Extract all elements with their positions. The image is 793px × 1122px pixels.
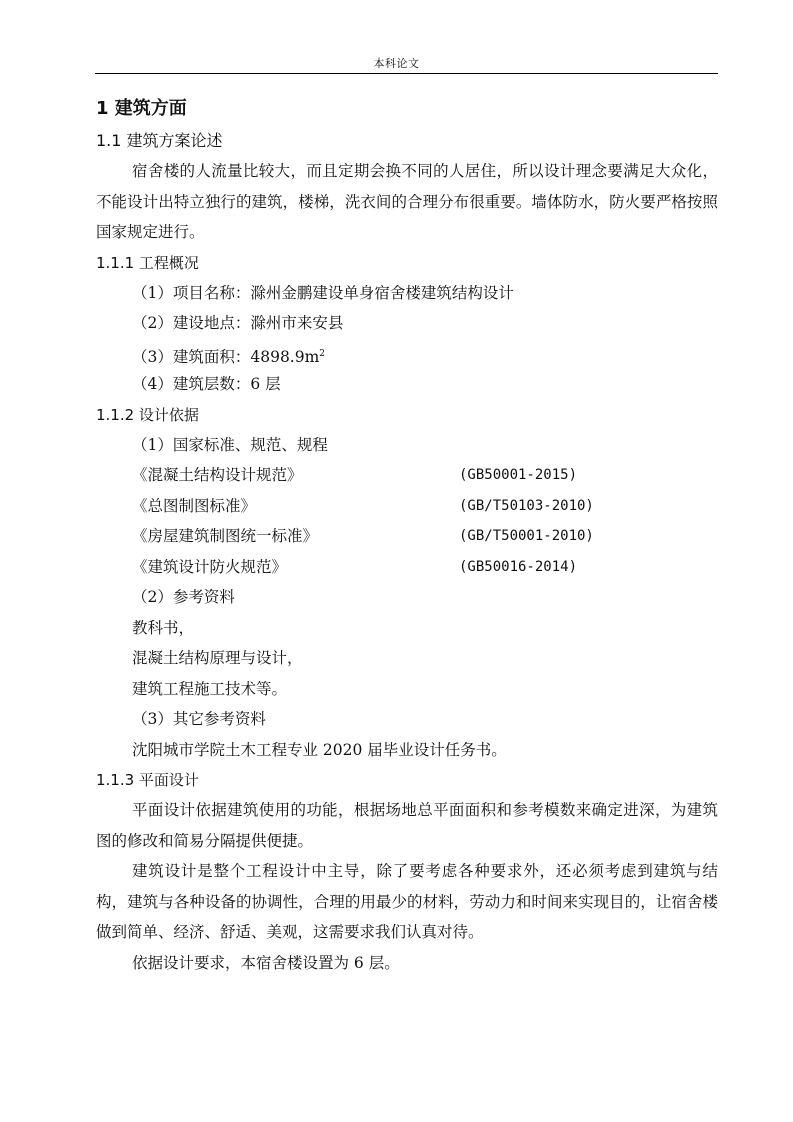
project-name-item: （1）项目名称：滁州金鹏建设单身宿舍楼建筑结构设计 — [132, 283, 514, 302]
paragraph-architecture-design: 建筑设计是整个工程设计中主导，除了要考虑各种要求外，还必须考虑到建筑与结构，建筑与各种设备的协调性，合理的用最少的材料，劳动力和时间来实现目的，让宿舍楼做到简单、经济、舒适、美观，这需要求我们认真对待。 — [96, 862, 718, 941]
standard-row — [96, 521, 718, 552]
standard-name: 《总图制图标准》 — [132, 496, 257, 515]
standard-name: 《建筑设计防火规范》 — [132, 557, 288, 576]
section-heading-1: 1 建筑方面 — [96, 98, 187, 119]
project-floors-item: （4）建筑层数：6 层 — [132, 375, 281, 393]
standard-code: (GB/T50001-2010) — [459, 528, 594, 544]
area-superscript: 2 — [319, 348, 326, 359]
standard-row — [96, 491, 718, 522]
header-divider — [95, 73, 718, 74]
reference-item: 建筑工程施工技术等。 — [132, 679, 288, 698]
standard-row — [96, 552, 718, 583]
paragraph-floor-count: 依据设计要求，本宿舍楼设置为 6 层。 — [132, 953, 400, 972]
standard-name: 《混凝土结构设计规范》 — [132, 466, 303, 484]
page-header: 本科论文 — [373, 57, 420, 70]
paragraph-design-concept: 宿舍楼的人流量比较大，而且定期会换不同的人居住，所以设计理念要满足大众化，不能设计出特立独行的建筑，楼梯，洗衣间的合理分布很重要。墙体防水，防火要严格按照国家规定进行。 — [96, 162, 718, 241]
other-references-subheading: （3）其它参考资料 — [132, 710, 266, 728]
standard-name: 《房屋建筑制图统一标准》 — [132, 527, 319, 545]
document-body — [96, 92, 718, 978]
section-heading-1-1: 1.1 建筑方案论述 — [96, 131, 223, 150]
paragraph-plan-design: 平面设计依据建筑使用的功能，根据场地总平面面积和参考模数来确定进深，为建筑图的修改和简易分隔提供便捷。 — [96, 801, 718, 850]
references-subheading: （2）参考资料 — [132, 588, 235, 606]
standard-code: (GB50001-2015) — [459, 467, 578, 483]
section-heading-1-1-2: 1.1.2 设计依据 — [96, 405, 199, 424]
section-heading-1-1-1: 1.1.1 工程概况 — [96, 253, 199, 272]
standard-code: (GB/T50103-2010) — [459, 497, 594, 514]
reference-item: 教科书， — [132, 618, 195, 637]
project-location-item: （2）建设地点：滁州市来安县 — [132, 314, 344, 332]
standard-code: (GB50016-2014) — [459, 558, 578, 575]
other-reference-item: 沈阳城市学院土木工程专业 2020 届毕业设计任务书。 — [132, 740, 507, 759]
project-area-text: （3）建筑面积：4898.9m — [132, 347, 320, 366]
section-heading-1-1-3: 1.1.3 平面设计 — [96, 771, 199, 789]
standard-row — [96, 460, 718, 491]
reference-item: 混凝土结构原理与设计， — [132, 649, 303, 667]
standards-subheading: （1）国家标准、规范、规程 — [132, 435, 328, 454]
project-area-item — [96, 339, 718, 370]
